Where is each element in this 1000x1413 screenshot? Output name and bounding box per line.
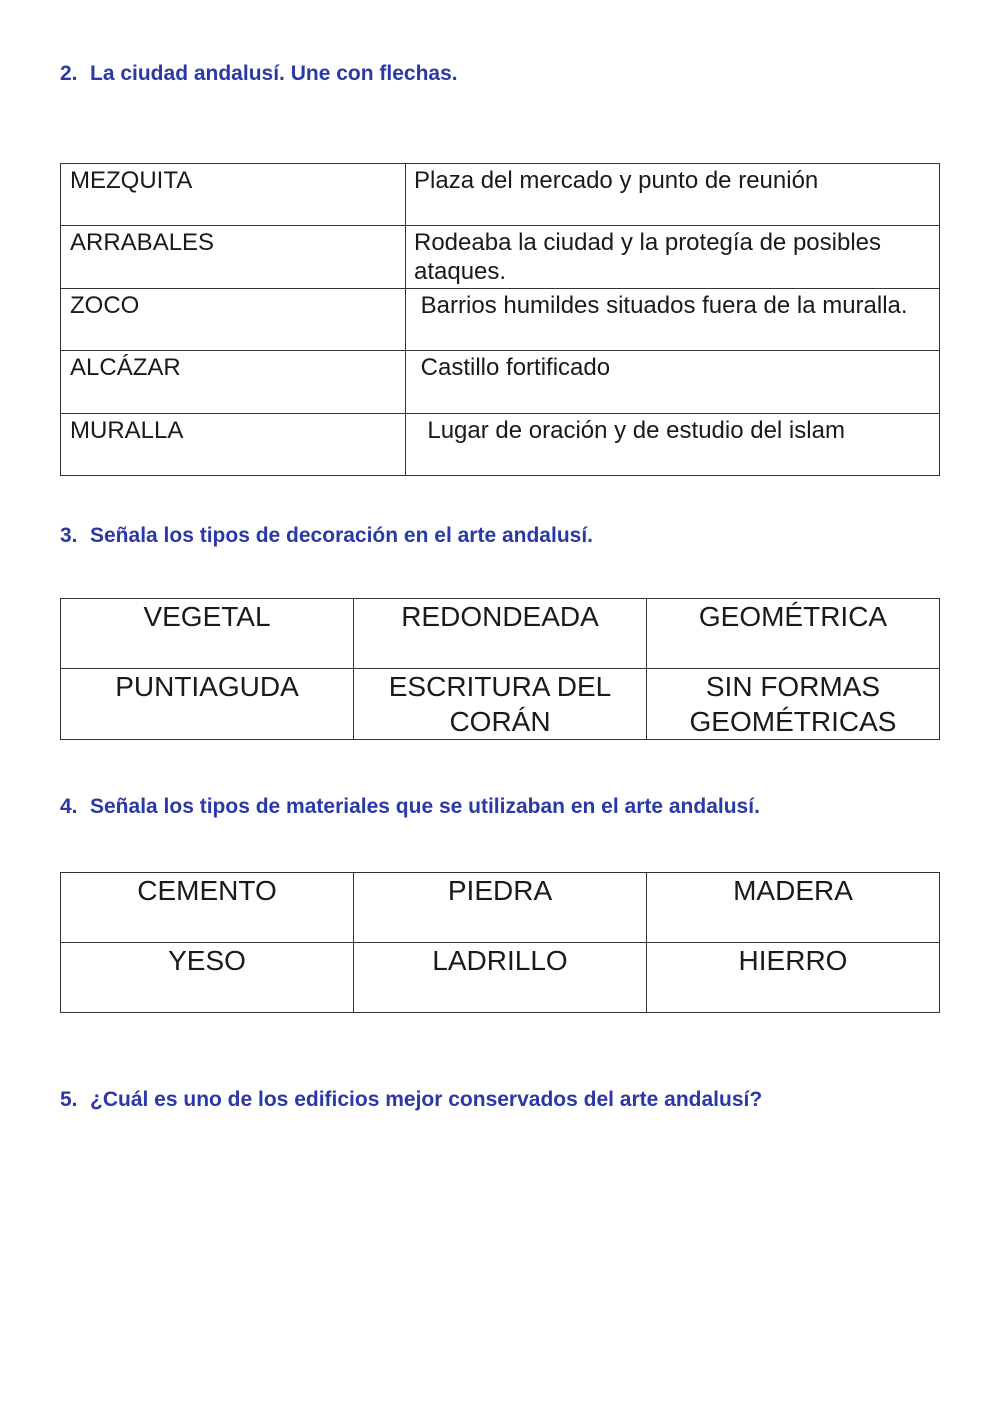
definition-cell[interactable]: Castillo fortificado [406,351,940,413]
definition-cell[interactable]: Rodeaba la ciudad y la protegía de posibles ataques. [406,226,940,288]
section-5-heading [60,1088,762,1112]
option-cell[interactable]: PIEDRA [354,873,647,943]
option-cell[interactable]: ESCRITURA DEL CORÁN [354,669,647,740]
definition-cell[interactable]: Plaza del mercado y punto de reunión [406,164,940,226]
table-row [61,873,940,943]
term-cell[interactable]: ALCÁZAR [61,351,406,413]
city-matching-table [60,163,940,476]
section-4-heading [60,795,760,819]
option-cell[interactable]: LADRILLO [354,943,647,1013]
option-cell[interactable]: SIN FORMAS GEOMÉTRICAS [647,669,940,740]
table-row [61,599,940,669]
option-cell[interactable]: YESO [61,943,354,1013]
table-row [61,351,940,413]
table-row [61,943,940,1013]
section-3-heading [60,524,593,548]
table-row [61,226,940,288]
section-2-number: 2. [60,62,78,85]
section-2-heading [60,62,458,86]
materials-options-table [60,872,940,1013]
term-cell[interactable]: ARRABALES [61,226,406,288]
section-3-number: 3. [60,524,78,547]
section-5-number: 5. [60,1088,78,1111]
term-cell[interactable]: ZOCO [61,288,406,350]
section-4-number: 4. [60,795,78,818]
section-4-title: Señala los tipos de materiales que se utilizaban en el arte andalusí. [90,795,760,818]
definition-cell[interactable]: Lugar de oración y de estudio del islam [406,413,940,475]
table-row [61,288,940,350]
option-cell[interactable]: CEMENTO [61,873,354,943]
section-2-title: La ciudad andalusí. Une con flechas. [90,62,458,85]
option-cell[interactable]: PUNTIAGUDA [61,669,354,740]
table-row [61,669,940,740]
term-cell[interactable]: MURALLA [61,413,406,475]
option-cell[interactable]: MADERA [647,873,940,943]
section-3-title: Señala los tipos de decoración en el arte andalusí. [90,524,593,547]
option-cell[interactable]: GEOMÉTRICA [647,599,940,669]
option-cell[interactable]: VEGETAL [61,599,354,669]
term-cell[interactable]: MEZQUITA [61,164,406,226]
option-cell[interactable]: REDONDEADA [354,599,647,669]
decoration-options-table [60,598,940,740]
definition-cell[interactable]: Barrios humildes situados fuera de la muralla. [406,288,940,350]
table-row [61,413,940,475]
section-5-title: ¿Cuál es uno de los edificios mejor conservados del arte andalusí? [90,1088,763,1111]
table-row [61,164,940,226]
option-cell[interactable]: HIERRO [647,943,940,1013]
